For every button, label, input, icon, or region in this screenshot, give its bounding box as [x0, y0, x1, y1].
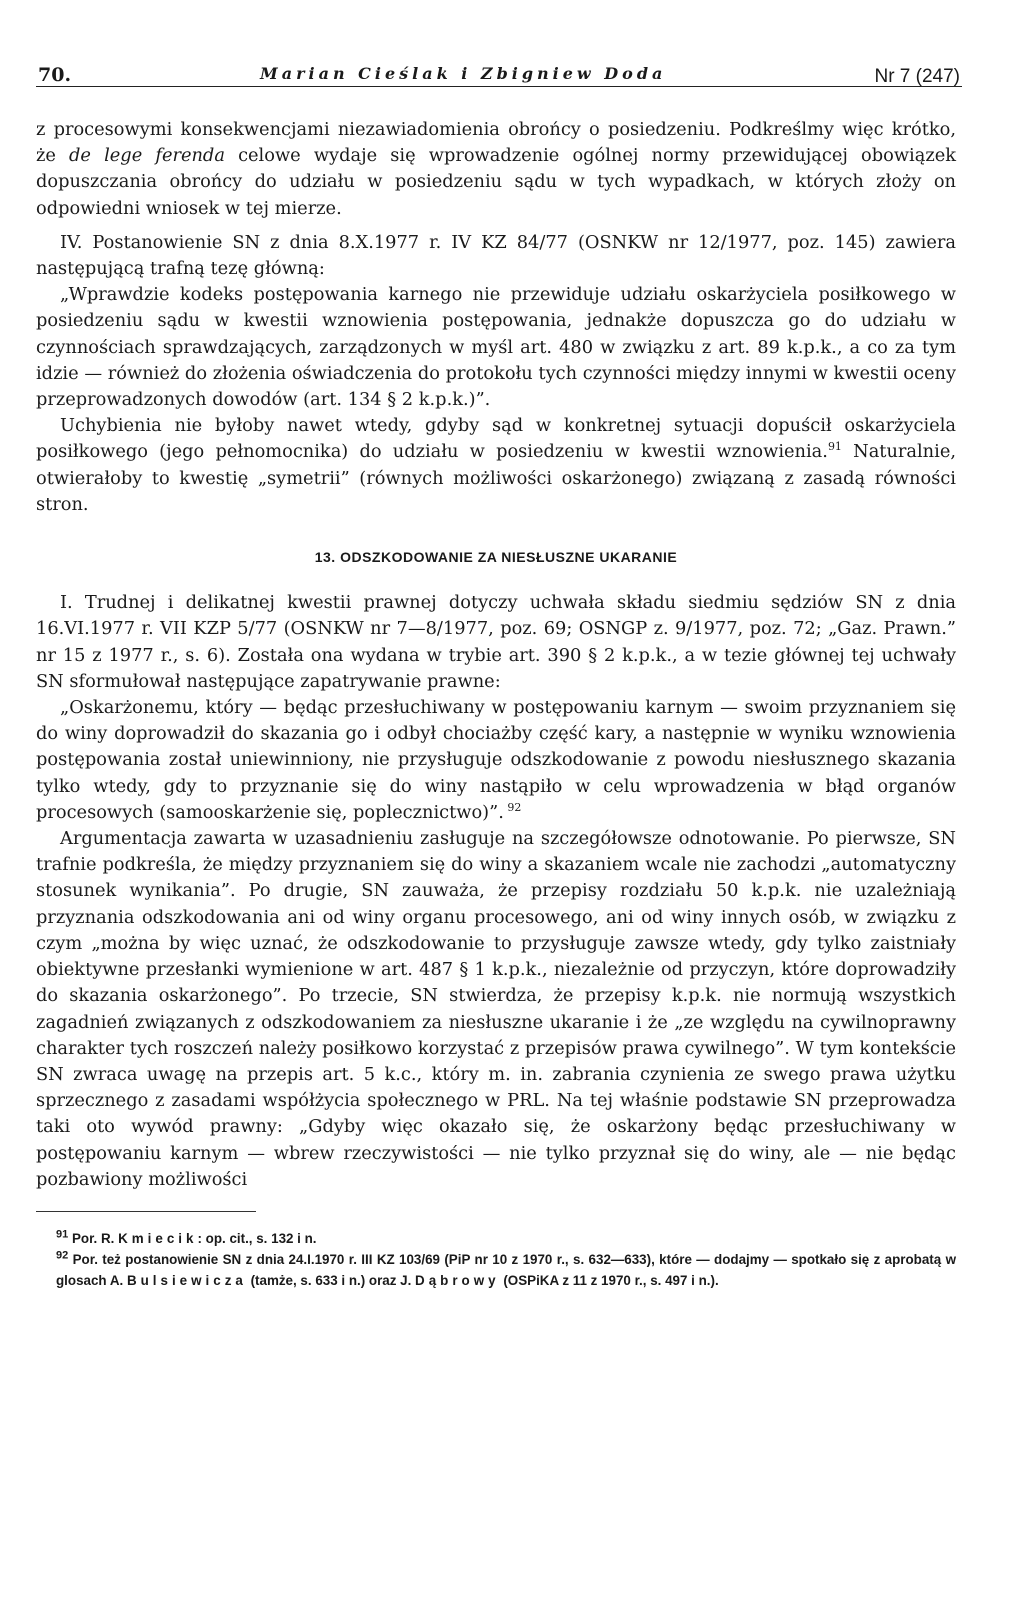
- paragraph-5: Argumentacja zawarta w uzasadnieniu zasługuje na szczegółowsze odnotowanie. Po pierwsze, SN trafnie podkreśla, że między przyznaniem się do winy a skazaniem wcale nie zachodzi „automatyczny stosunek wynikania”. Po drugie, SN zauważa, że przepisy rozdziału 50 k.p.k. nie uzależniają przyznania odszkodowania ani od winy organu procesowego, ani od winy innych osób, w związku z czym „można by więc uznać, że odszkodowanie to przysługuje zawsze wtedy, gdy tylko zaistniały obiektywne przesłanki wymienione w art. 487 § 1 k.p.k., niezależnie od przyczyn, które doprowadziły do skazania oskarżonego”. Po trzecie, SN stwierdza, że przepisy k.p.k. nie normują wszystkich zagadnień związanych z odszkodowaniem za niesłuszne ukaranie i że „ze względu na cywilnoprawny charakter tych roszczeń należy posiłkowo korzystać z przepisów prawa cywilnego”. W tym kontekście SN zwraca uwagę na przepis art. 5 k.c., który m. in. zabrania czynienia ze swego prawa użytku sprzecznego z zasadami współżycia społecznego w PRL. Na tej właśnie podstawie SN przeprowadza taki oto wywód prawny: „Gdyby więc okazało się, że oskarżony będąc przesłuchiwany w postępowaniu karnym — wbrew rzeczywistości — nie tylko przyznał się do winy, ale — nie będąc pozbawiony możliwości: [36, 828, 956, 1190]
- latin-phrase: de lege ferenda: [69, 145, 225, 167]
- quote-1: „Wprawdzie kodeks postępowania karnego nie przewiduje udziału oskarżyciela posiłkowego w posiedzeniu sądu w kwestii wznowienia postępowania, jednakże dopuszcza go do udziału w czynnościach sprawdzających, zarządzonych w myśl art. 480 w związku z art. 89 k.p.k., a co za tym idzie — również do złożenia oświadczenia do protokołu tych czynności między innymi w kwestii oceny przeprowadzonych dowodów (art. 134 § 2 k.p.k.)”.: [36, 284, 956, 411]
- running-header: [36, 52, 962, 87]
- footnotes: [36, 1228, 956, 1291]
- document-page: [36, 52, 960, 1291]
- page-number: 70.: [38, 64, 72, 86]
- running-authors: Marian Cieślak i Zbigniew Doda: [260, 64, 667, 83]
- issue-number: Nr 7 (247): [874, 66, 960, 87]
- footnote-ref-92: 92: [503, 800, 522, 814]
- paragraph-4: I. Trudnej i delikatnej kwestii prawnej dotyczy uchwała składu siedmiu sędziów SN z dnia 16.VI.1977 r. VII KZP 5/77 (OSNKW nr 7—8/1977, poz. 69; OSNGP z. 9/1977, poz. 72; „Gaz. Prawn.” nr 15 z 1977 r., s. 6). Została ona wydana w trybie art. 390 § 2 k.p.k., a w tezie głównej tej uchwały SN sformułował następujące zapatrywanie prawne:: [36, 592, 956, 692]
- quote-2: „Oskarżonemu, który — będąc przesłuchiwany w postępowaniu karnym — swoim przyznaniem się do winy doprowadził do skazania go i odbył chociażby część kary, a następnie w wyniku wznowienia postępowania został uniewinniony, nie przysługuje odszkodowanie z powodu niesłusznego skazania tylko wtedy, gdy to przyznanie się do winy nastąpiło w celu wprowadzenia w błąd organów procesowych (samooskarżenie się, poplecznictwo)”. $^{92}$: [36, 697, 956, 823]
- body-text: [36, 117, 956, 1193]
- paragraph-1: z procesowymi konsekwencjami niezawiadomienia obrońcy o posiedzeniu. Podkreślmy więc krótko, że de lege ferenda celowe wydaje się wprowadzenie ogólnej normy przewidującej obowiązek dopuszczania obrońcy do udziału w posiedzeniu sądu w tych wypadkach, w których złoży on odpowiedni wniosek w tej mierze.: [36, 119, 957, 219]
- section-heading: 13. ODSZKODOWANIE ZA NIESŁUSZNE UKARANIE: [314, 549, 678, 566]
- paragraph-3: Uchybienia nie byłoby nawet wtedy, gdyby sąd w konkretnej sytuacji dopuścił oskarżyciela posiłkowego (jego pełnomocnika) do udziału w posiedzeniu w kwestii wznowienia.$^{91}$ Naturalnie, otwierałoby to kwestię „symetrii” (równych możliwości oskarżonego) związaną z zasadą równości stron.: [36, 415, 956, 515]
- paragraph-2: IV. Postanowienie SN z dnia 8.X.1977 r. IV KZ 84/77 (OSNKW nr 12/1977, poz. 145) zawiera następującą trafną tezę główną:: [36, 231, 956, 280]
- footnote-92: $^{92}$ Por. też postanowienie SN z dnia 24.I.1970 r. III KZ 103/69 (PiP nr 10 z 1970 r., s. 632—633), które — dodajmy — spotkało się z aprobatą w glosach A. Bulsiewicza (tamże, s. 633 i n.) oraz J. Dąbrowy (OSPiKA z 11 z 1970 r., s. 497 i n.).: [56, 1249, 956, 1288]
- footnote-91: $^{91}$ Por. R. Kmiecik: op. cit., s. 132 i n.: [56, 1228, 317, 1246]
- footnote-divider: [36, 1211, 256, 1212]
- footnote-ref-91: 91: [827, 440, 842, 454]
